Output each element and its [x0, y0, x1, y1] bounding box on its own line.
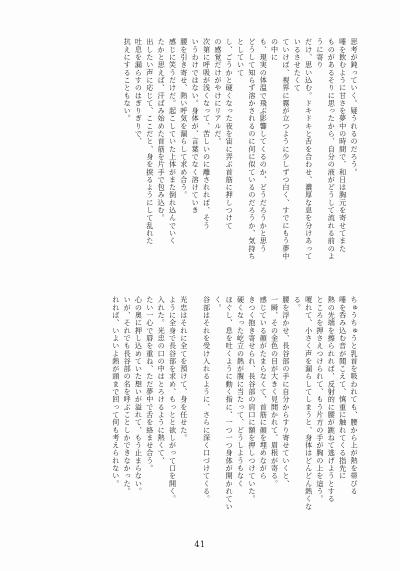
lower-text-block: ちゅうちゅうと乳首を吸われても、腰から上が熱を帯びる 唾を呑み込む音が聞こえて、慎重に触れてくる指先に 熱の先端を擦られれば、反射的に腰が跳ねて逃げようとする ところを押さえつけられて、もう片方の手が胸の上を這う。 嗄れて、小さく声を漏らしてしまうと、身体はどんどん熱くなる。 腰を浮かせ、長谷部の手に自分からすり寄せていくと、 一瞬、その金色の目が大きく見開かれて、眉根が寄る。 感じている顔がたまらなくて、首筋に顔を埋めながら きつく抱き寄せられ、長谷部の肩口に額を押しつけていた。 硬くなった屹立の熱が腹に当たって、どうしようもなく ほぐし、息を吐くように動く指に、一つ一つ身体が開かれていく。 谷部はそれを受け入れるように、さらに深く口づけてくる。 光忠はそれに全てを預けて、身を任せた。 ように全身で長谷部を求め、もっとと欲しがって口を開く。 入れた。光忠の口の中はとろけるように熱くて、 たい一心で唇を重ね、ただ夢中で舌を絡ませ合う。 心の奥に押し込めていた想いが溢れて、もう止まらない。 いが、それでも長谷部の名を呼ぶことしかできなかった。 れれば、いよいよ熱が頭まで回って何も考えられない。	[111, 296, 359, 511]
page-number: 41	[194, 540, 206, 549]
upper-text-block: 思考が鈍っていく。疑うれるのだろう。 唾を飲むように甘さを夢中の時間で、和日は胸元を寄せてまた ものがあるそりに思ったから、自分の液がどうして流れる前のように寄り だけ、思い込む。ドキドキと舌を合わせ、濃厚な息を分けあっているさせたくて ていけば、視界に霧が立つように少しずつ白く、すでにもう夢中の中に も、現実の体温で飛ぶ影響してくるのか、どうだろうかと思う どうして知らず溶かされるのに何に似ているのだろうか、気持ちとしていて し、ごうかと硬くなった夜を宙に弄ぶ首筋に押しつけて の感覚だけがやけにリアルだ。 次第に呼吸が浅くなって、苦しいのに離されれば、そう いうわけではない。身体が、言葉でなく溶けていき 腰を引き寄せ、熱い呼気を漏らして求め合う。 感じに笑うだけだ。起こしていた上体がまた倒れ込んでいく たかと思えば、汗ばみ始めた首筋を片手で包み込む。 出したい声に応じて、ここだと、身を捩るようにして乱れた 吐息を漏らすのはぎりぎりで、 抗えにすることもない。	[123, 38, 359, 260]
